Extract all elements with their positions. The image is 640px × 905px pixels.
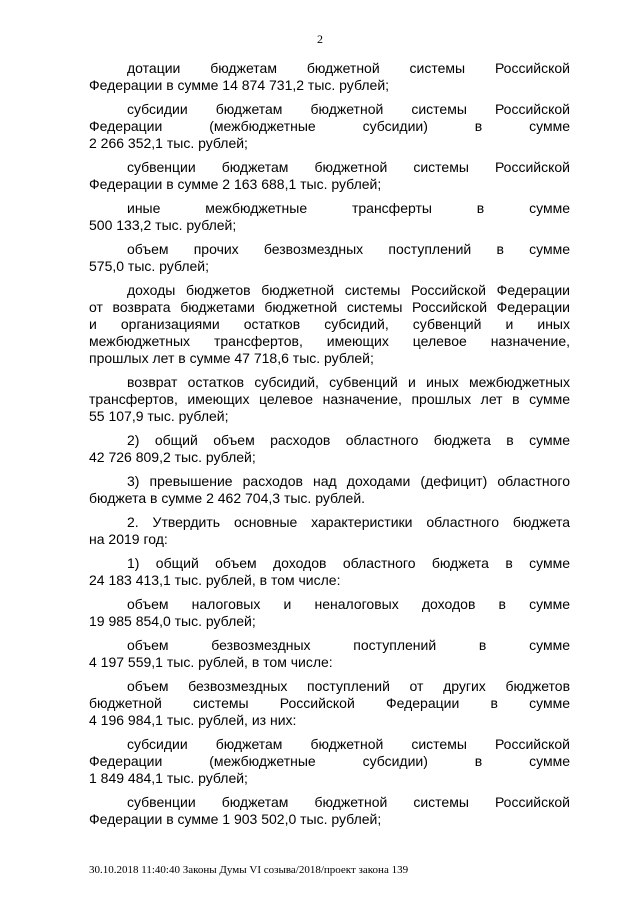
paragraph-line: межбюджетных трансфертов, имеющих целевое назначение, [89, 333, 570, 349]
paragraph-line: объем прочих безвозмездных поступлений в сумме [127, 241, 570, 257]
paragraph [89, 678, 570, 729]
paragraph [89, 596, 570, 630]
paragraph-line: 500 133,2 тыс. рублей; [89, 217, 237, 233]
paragraph-line: объем безвозмездных поступлений от других бюджетов [127, 678, 570, 694]
paragraph-line: 42 726 809,2 тыс. рублей; [89, 449, 256, 465]
paragraph-line: от возврата бюджетами бюджетной системы Российской Федерации [89, 299, 570, 315]
paragraph-line: субсидии бюджетам бюджетной системы Российской [127, 736, 570, 752]
paragraph [89, 282, 570, 367]
paragraph-line: субвенции бюджетам бюджетной системы Российской [127, 159, 570, 175]
paragraph-line: объем безвозмездных поступлений в сумме [127, 637, 570, 653]
paragraph [89, 555, 570, 589]
paragraph [89, 473, 570, 507]
paragraph-line: прошлых лет в сумме 47 718,6 тыс. рублей; [89, 350, 374, 366]
paragraph-line: Федерации в сумме 14 874 731,2 тыс. рублей; [89, 77, 390, 93]
paragraph-line: 2 266 352,1 тыс. рублей; [89, 135, 248, 151]
paragraph-line: 2) общий объем расходов областного бюджета в сумме [127, 432, 570, 448]
paragraph-line: Федерации в сумме 2 163 688,1 тыс. рублей; [89, 176, 382, 192]
paragraph [89, 514, 570, 548]
paragraph [89, 432, 570, 466]
paragraph-line: возврат остатков субсидий, субвенций и иных межбюджетных [127, 374, 570, 390]
paragraph [89, 200, 570, 234]
paragraph-line: 4 196 984,1 тыс. рублей, из них: [89, 712, 297, 728]
paragraph [89, 736, 570, 787]
paragraph-line: 24 183 413,1 тыс. рублей, в том числе: [89, 572, 341, 588]
paragraph-line: иные межбюджетные трансферты в сумме [127, 200, 570, 216]
paragraph [89, 159, 570, 193]
paragraph-line: 1) общий объем доходов областного бюджета в сумме [127, 555, 570, 571]
paragraph-line: 3) превышение расходов над доходами (дефицит) областного [127, 473, 570, 489]
paragraph [89, 241, 570, 275]
paragraph [89, 101, 570, 152]
paragraph-line: объем налоговых и неналоговых доходов в сумме [127, 596, 570, 612]
paragraph [89, 794, 570, 828]
paragraph [89, 60, 570, 94]
paragraph-line: 2. Утвердить основные характеристики областного бюджета [127, 514, 570, 530]
paragraph-line: и организациями остатков субсидий, субвенций и иных [89, 316, 570, 332]
paragraph-line: доходы бюджетов бюджетной системы Российской Федерации [127, 282, 570, 298]
paragraph-line: Федерации (межбюджетные субсидии) в сумме [89, 753, 570, 769]
paragraph-line: 1 849 484,1 тыс. рублей; [89, 770, 248, 786]
paragraph [89, 637, 570, 671]
paragraph-line: трансфертов, имеющих целевое назначение, прошлых лет в сумме [89, 391, 570, 407]
paragraph-line: субсидии бюджетам бюджетной системы Российской [127, 101, 570, 117]
document-body [89, 60, 570, 835]
paragraph-line: субвенции бюджетам бюджетной системы Российской [127, 794, 570, 810]
paragraph-line: 55 107,9 тыс. рублей; [89, 408, 229, 424]
footer-path: 30.10.2018 11:40:40 Законы Думы VI созыва/2018/проект закона 139 [89, 864, 409, 876]
paragraph-line: на 2019 год: [89, 531, 168, 547]
paragraph-line: Федерации (межбюджетные субсидии) в сумме [89, 118, 570, 134]
page-number: 2 [317, 32, 323, 46]
paragraph-line: 575,0 тыс. рублей; [89, 258, 210, 274]
paragraph [89, 374, 570, 425]
paragraph-line: 19 985 854,0 тыс. рублей; [89, 613, 256, 629]
paragraph-line: дотации бюджетам бюджетной системы Российской [127, 60, 570, 76]
paragraph-line: 4 197 559,1 тыс. рублей, в том числе: [89, 654, 333, 670]
paragraph-line: бюджетной системы Российской Федерации в сумме [89, 695, 570, 711]
paragraph-line: Федерации в сумме 1 903 502,0 тыс. рублей; [89, 811, 382, 827]
paragraph-line: бюджета в сумме 2 462 704,3 тыс. рублей. [89, 490, 366, 506]
